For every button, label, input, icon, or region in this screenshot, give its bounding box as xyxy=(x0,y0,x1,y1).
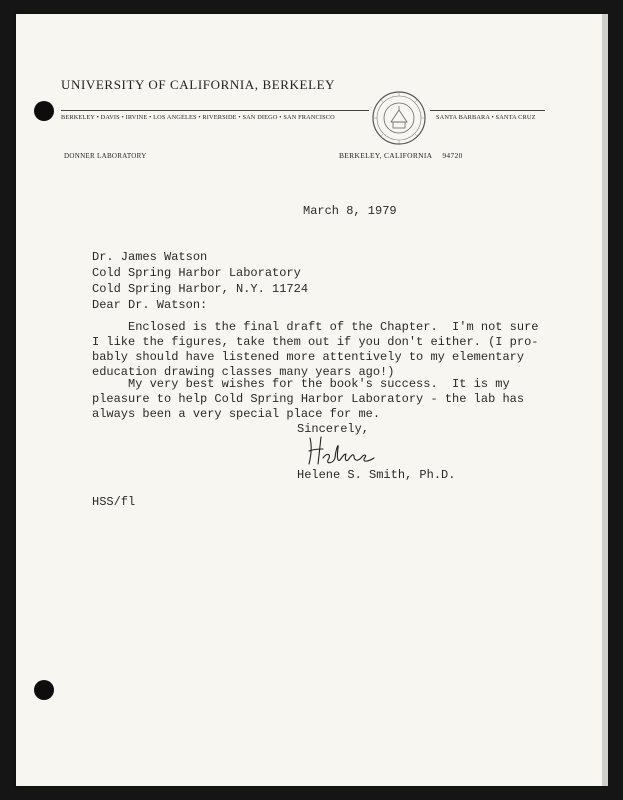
salutation: Dear Dr. Watson: xyxy=(92,298,208,312)
department-name: DONNER LABORATORY xyxy=(64,152,147,160)
paragraph-line: I like the figures, take them out if you don't either. (I pro- xyxy=(92,335,539,349)
recipient-address xyxy=(92,249,308,297)
paragraph-line: bably should have listened more attentively to my elementary xyxy=(92,350,525,364)
handwritten-signature xyxy=(304,434,376,468)
letter-date: March 8, 1979 xyxy=(303,204,397,218)
letterhead-rule-left xyxy=(61,110,369,111)
recipient-line: Dr. James Watson xyxy=(92,250,208,264)
paragraph-line: always been a very special place for me. xyxy=(92,407,381,421)
city-address xyxy=(339,151,463,160)
paragraph-line: Enclosed is the final draft of the Chapter. I'm not sure xyxy=(92,320,539,334)
letterhead-rule-right xyxy=(430,110,545,111)
city-name: BERKELEY, CALIFORNIA xyxy=(339,151,433,160)
page-edge xyxy=(602,14,608,786)
signer-name: Helene S. Smith, Ph.D. xyxy=(297,468,456,482)
university-name: UNIVERSITY OF CALIFORNIA, BERKELEY xyxy=(61,77,336,92)
punch-hole-top xyxy=(34,101,54,121)
paragraph-line: education drawing classes many years ago!) xyxy=(92,365,395,379)
recipient-line: Cold Spring Harbor Laboratory xyxy=(92,266,301,280)
typist-initials: HSS/fl xyxy=(92,495,136,509)
closing: Sincerely, xyxy=(297,422,370,436)
punch-hole-bottom xyxy=(34,680,54,700)
paragraph-line: My very best wishes for the book's success. It is my xyxy=(92,377,510,391)
paragraph-1 xyxy=(92,320,538,380)
campus-list-left: BERKELEY • DAVIS • IRVINE • LOS ANGELES • RIVERSIDE • SAN DIEGO • SAN FRANCISCO xyxy=(61,114,335,121)
campus-list-right: SANTA BARBARA • SANTA CRUZ xyxy=(436,114,536,121)
zip-code: 94720 xyxy=(442,151,463,160)
recipient-line: Cold Spring Harbor, N.Y. 11724 xyxy=(92,282,309,296)
paragraph-2 xyxy=(92,377,524,422)
university-seal-icon xyxy=(371,90,427,146)
paragraph-line: pleasure to help Cold Spring Harbor Laboratory - the lab has xyxy=(92,392,525,406)
